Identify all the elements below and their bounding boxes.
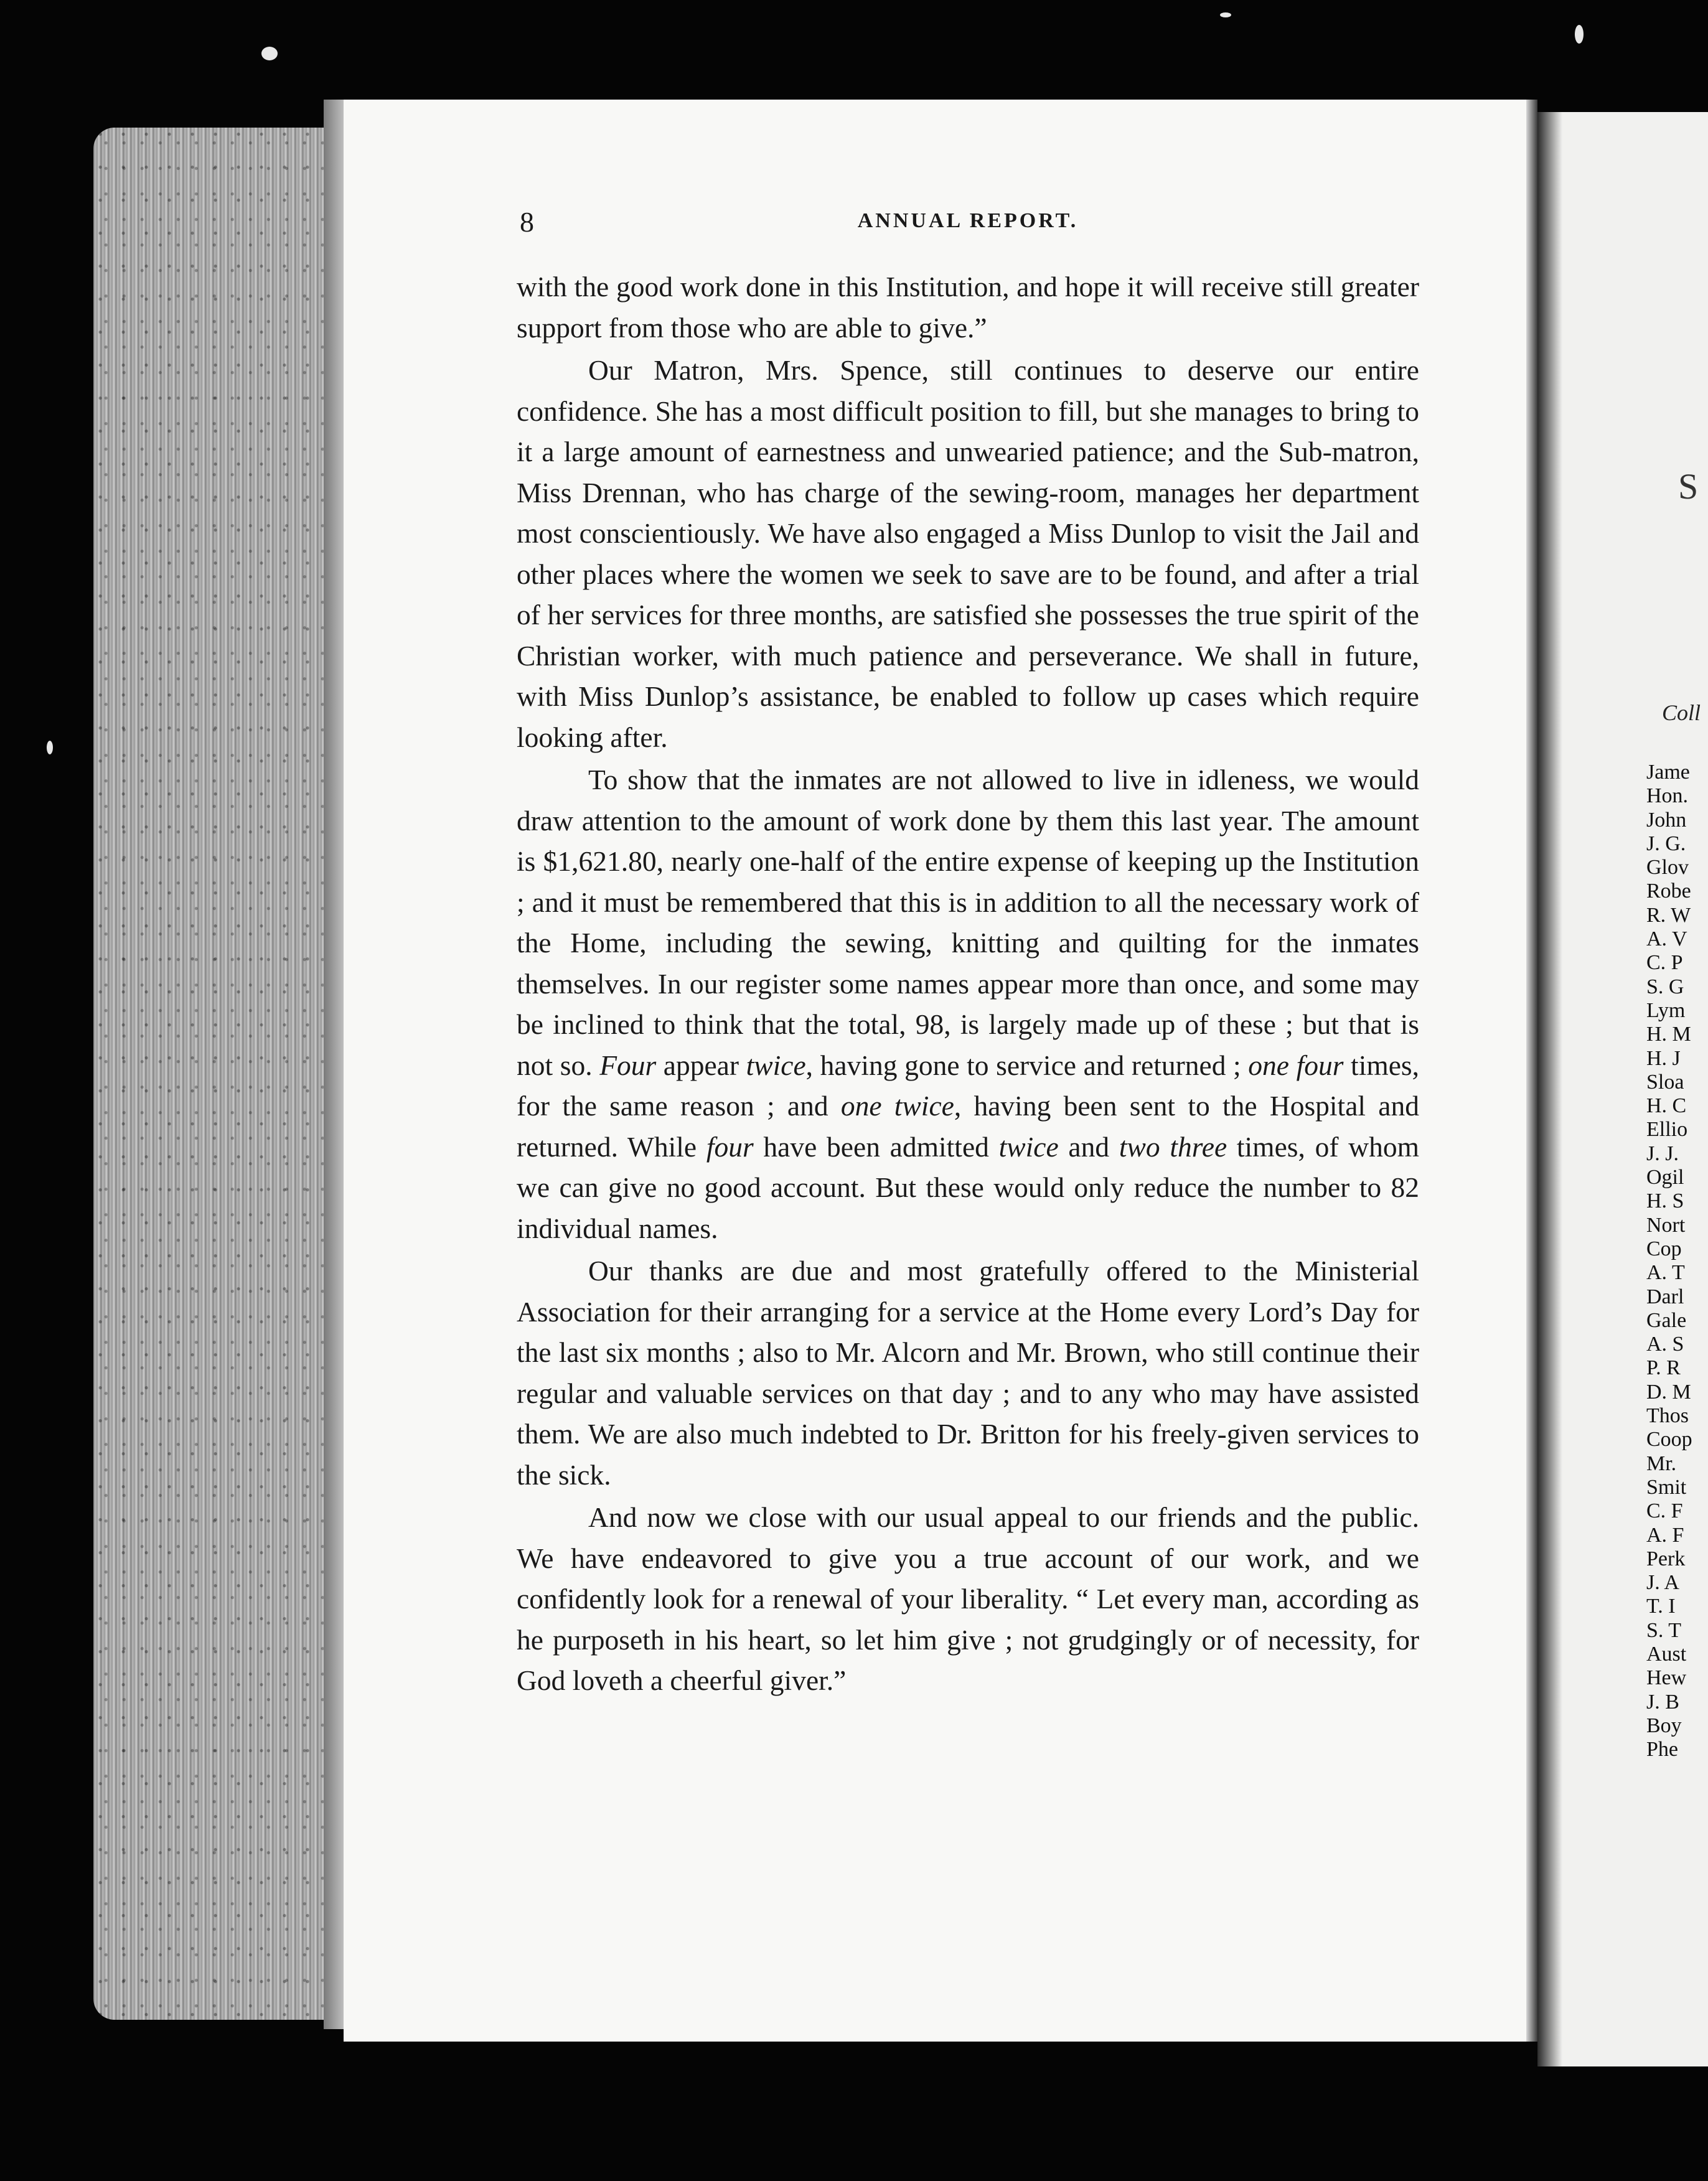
right-page-name: H. C bbox=[1646, 1094, 1687, 1118]
right-page-shadow bbox=[1537, 112, 1562, 2066]
right-page-name: J. G. bbox=[1646, 832, 1686, 855]
paragraph-3-text: appear bbox=[656, 1049, 746, 1081]
paragraph-3-text: have been admitted bbox=[753, 1130, 999, 1163]
page-header bbox=[520, 205, 1416, 243]
right-page-name: Nort bbox=[1646, 1213, 1686, 1237]
right-page-name: Glov bbox=[1646, 856, 1689, 879]
right-page-name: Boy bbox=[1646, 1714, 1682, 1737]
paragraph-3-text: and bbox=[1058, 1130, 1119, 1163]
right-page-name: C. P bbox=[1646, 951, 1683, 975]
paragraph-3-text: , having gone to service and returned ; bbox=[805, 1049, 1249, 1081]
page-gutter bbox=[1526, 100, 1537, 2042]
right-page-name: Gale bbox=[1646, 1308, 1687, 1332]
italic-four: Four bbox=[599, 1049, 657, 1081]
paragraph-5: And now we close with our usual appeal to our friends and the public. We have endeavored to give you a true account of our work, and we confidently look for a renewal of your liberality. “ Let every man, according as he purposeth in his heart, so let him give ; not grudgingly or of necessity, for God loveth a cheerful giver.” bbox=[517, 1501, 1419, 1696]
right-page-name: H. M bbox=[1646, 1023, 1691, 1046]
right-page-name: Hew bbox=[1646, 1666, 1687, 1690]
italic-twice: twice bbox=[746, 1049, 806, 1081]
page-edges bbox=[93, 128, 339, 2020]
right-page-name: S. T bbox=[1646, 1618, 1682, 1642]
paragraph-3-text: To show that the inmates are not allowed to live in idleness, we would draw attention to the amount of work done by them this last year. The amount is $1,621.80, nearly one-half of the entire expense of keeping up the Institution ; and it must be remembered that this is in addition to all the necessary work of the Home, including the sewing, knitting and quilting for the inmates themselves. In our register some names appear more than once, and some may be inclined to think that the total, 98, is largely made up of these ; but that is not so. bbox=[517, 764, 1419, 1081]
right-page-name: P. R bbox=[1646, 1356, 1681, 1380]
paragraph-4: Our thanks are due and most gratefully offered to the Ministerial Association for their arranging for a service at the Home every Lord’s Day for the last six months ; also to Mr. Alcorn and Mr. Brown, who still continue their regular and valuable services on that day ; and to any who may have assisted them. We are also much indebted to Dr. Britton for his freely-given services to the sick. bbox=[517, 1255, 1419, 1491]
italic-two-three: two three bbox=[1119, 1130, 1227, 1163]
right-page-name: Smit bbox=[1646, 1475, 1687, 1499]
right-page-name: Cop bbox=[1646, 1237, 1682, 1260]
right-page-name: Perk bbox=[1646, 1547, 1686, 1570]
right-page-name: S. G bbox=[1646, 975, 1684, 998]
dust-speck bbox=[261, 47, 278, 60]
page-number: 8 bbox=[520, 206, 536, 238]
right-page-name: Lym bbox=[1646, 998, 1686, 1022]
right-page-name: H. S bbox=[1646, 1189, 1684, 1213]
right-page-name: C. F bbox=[1646, 1499, 1683, 1523]
right-page-name: Aust bbox=[1646, 1642, 1687, 1666]
right-page-name: Thos bbox=[1646, 1404, 1689, 1428]
running-head: ANNUAL REPORT. bbox=[857, 209, 1079, 232]
right-page-name: A. V bbox=[1646, 927, 1687, 951]
right-page-name: Mr. bbox=[1646, 1452, 1677, 1475]
dust-speck bbox=[1575, 25, 1584, 44]
right-page-name: Sloa bbox=[1646, 1070, 1684, 1094]
right-page-name: J. B bbox=[1646, 1690, 1679, 1714]
right-page-name: Coop bbox=[1646, 1428, 1692, 1452]
right-page-name: Hon. bbox=[1646, 784, 1689, 808]
right-page-name: Robe bbox=[1646, 879, 1691, 903]
paragraph-2: Our Matron, Mrs. Spence, still continues to deserve our entire confidence. She has a most difficult position to fill, but she manages to bring to it a large amount of earnestness and unwearied patience; and the Sub-matron, Miss Drennan, who has charge of the sewing-room, manages her department most conscientiously. We have also engaged a Miss Dunlop to visit the Jail and other places where the women we seek to save are to be found, and after a trial of her services for three months, are satisfied she possesses the true spirit of the Christian worker, with much patience and perseverance. We shall in future, with Miss Dunlop’s assistance, be enabled to follow up cases which require looking after. bbox=[517, 354, 1419, 753]
right-page-name: A. F bbox=[1646, 1523, 1684, 1547]
dust-speck bbox=[47, 741, 53, 754]
right-page-name: J. A bbox=[1646, 1571, 1679, 1595]
right-page-name: D. M bbox=[1646, 1380, 1691, 1404]
paragraph-3-text: times, of whom we can give no good account. But these would only reduce the number to 82 individual names. bbox=[517, 1130, 1419, 1244]
right-page-name: Phe bbox=[1646, 1738, 1678, 1761]
right-page-name: Ogil bbox=[1646, 1166, 1684, 1189]
body-text bbox=[517, 266, 1419, 1701]
dust-speck bbox=[1220, 12, 1231, 17]
italic-twice: twice bbox=[998, 1130, 1059, 1163]
right-page-name: John bbox=[1646, 808, 1687, 832]
right-page-name-list bbox=[1646, 761, 1708, 1761]
paragraph-3 bbox=[517, 759, 1419, 1249]
right-page-heading: Coll bbox=[1662, 700, 1701, 725]
right-page-name: A. S bbox=[1646, 1333, 1684, 1356]
paragraph-3-text: times, for the same reason ; and bbox=[517, 1049, 1420, 1122]
italic-one-twice: one twice bbox=[840, 1090, 954, 1122]
right-page-name: J. J. bbox=[1646, 1142, 1679, 1165]
right-page-name: T. I bbox=[1646, 1595, 1676, 1618]
paragraph-3-text: , having been sent to the Hospital and returned. While bbox=[517, 1090, 1419, 1163]
right-page-name: Darl bbox=[1646, 1285, 1684, 1308]
right-page-name: A. T bbox=[1646, 1261, 1685, 1285]
right-page-name: Ellio bbox=[1646, 1118, 1688, 1142]
paragraph-1: with the good work done in this Institution, and hope it will receive still greater support from those who are able to give.” bbox=[517, 271, 1419, 344]
italic-one-four: one four bbox=[1248, 1049, 1344, 1081]
italic-four: four bbox=[706, 1130, 754, 1163]
right-page-name: H. J bbox=[1646, 1046, 1681, 1070]
right-page-name: Jame bbox=[1646, 761, 1690, 784]
right-page-letter: S bbox=[1678, 466, 1699, 507]
right-page-name: R. W bbox=[1646, 903, 1691, 927]
